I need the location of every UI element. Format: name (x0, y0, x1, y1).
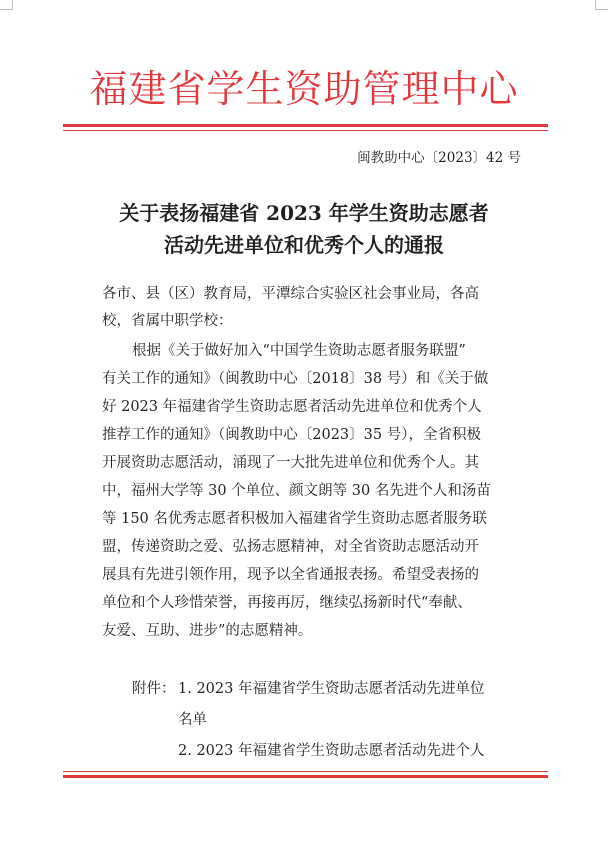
body-line-7: 等 150 名优秀志愿者积极加入福建省学生资助志愿者服务联 (102, 511, 487, 527)
attachment-1-line-1: 1. 2023 年福建省学生资助志愿者活动先进单位 (178, 681, 485, 697)
footer-rule-thick (63, 775, 548, 778)
body-line-9: 展具有先进引领作用，现予以全省通报表扬。希望受表扬的 (102, 567, 479, 583)
attachments-label: 附件： (132, 681, 176, 697)
attachment-2-line-1: 2. 2023 年福建省学生资助志愿者活动先进个人 (178, 743, 485, 759)
attachment-1-line-2: 名单 (178, 712, 207, 728)
body-line-3: 好 2023 年福建省学生资助志愿者活动先进单位和优秀个人 (102, 399, 482, 415)
body-line-8: 盟，传递资助之爱、弘扬志愿精神，对全省资助志愿活动开 (102, 539, 479, 555)
crop-mark-left (0, 0, 13, 10)
document-title-line-2: 活动先进单位和优秀个人的通报 (164, 233, 444, 257)
document-title-line-1: 关于表扬福建省 2023 年学生资助志愿者 (119, 201, 489, 225)
body-line-11: 友爱、互助、进步”的志愿精神。 (102, 623, 313, 639)
body-line-10: 单位和个人珍惜荣誉，再接再厉，继续弘扬新时代“奉献、 (102, 595, 472, 611)
document-number: 闽教助中心〔2023〕42 号 (357, 150, 521, 166)
body-line-6: 中，福州大学等 30 个单位、颜文朗等 30 名先进个人和汤苗 (102, 483, 491, 499)
crop-mark-right (595, 0, 608, 10)
body-line-4: 推荐工作的通知》（闽教助中心〔2023〕35 号），全省积极 (102, 427, 481, 443)
masthead-rule-thin (63, 130, 548, 131)
org-masthead: 福建省学生资助管理中心 (89, 67, 519, 111)
footer-rule-thin (63, 771, 548, 772)
body-line-2: 有关工作的通知》（闽教助中心〔2018〕38 号）和《关于做 (102, 371, 489, 387)
masthead-rule-thick (63, 124, 548, 127)
body-line-5: 开展资助志愿活动，涌现了一大批先进单位和优秀个人。其 (102, 455, 479, 471)
addressee-line-2: 校，省属中职学校： (102, 313, 233, 329)
body-line-1: 根据《关于做好加入“中国学生资助志愿者服务联盟” (132, 343, 466, 359)
addressee-line-1: 各市、县（区）教育局，平潭综合实验区社会事业局，各高 (102, 286, 479, 302)
